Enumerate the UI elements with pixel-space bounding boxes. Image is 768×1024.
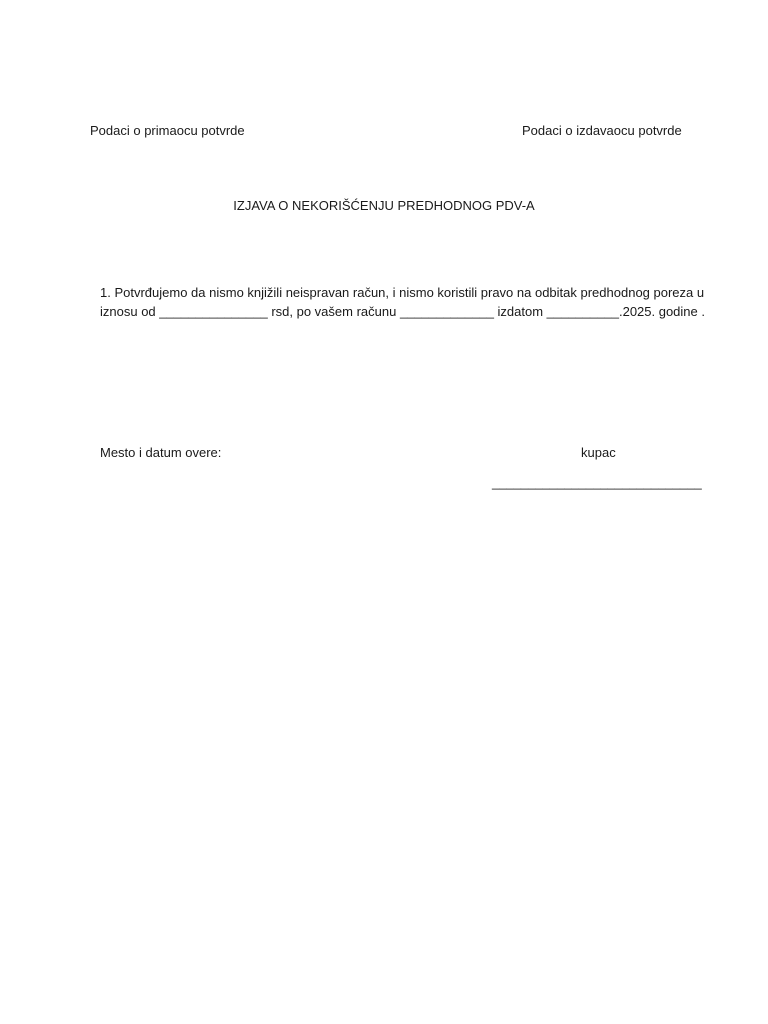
- recipient-info-label: Podaci o primaocu potvrde: [90, 123, 245, 138]
- statement-line-2: iznosu od _______________ rsd, po vašem računu _____________ izdatom __________.2025. godine .: [100, 304, 705, 319]
- statement-paragraph: [100, 283, 705, 321]
- document-title: IZJAVA O NEKORIŠĆENJU PREDHODNOG PDV-A: [233, 198, 535, 213]
- statement-line-1: 1. Potvrđujemo da nismo knjižili neispravan račun, i nismo koristili pravo na odbitak predhodnog poreza u: [100, 285, 705, 300]
- signature-line: _____________________________: [492, 475, 702, 490]
- place-date-label: Mesto i datum overe:: [100, 445, 222, 460]
- buyer-label: kupac: [581, 445, 616, 460]
- issuer-info-label: Podaci o izdavaocu potvrde: [522, 123, 682, 138]
